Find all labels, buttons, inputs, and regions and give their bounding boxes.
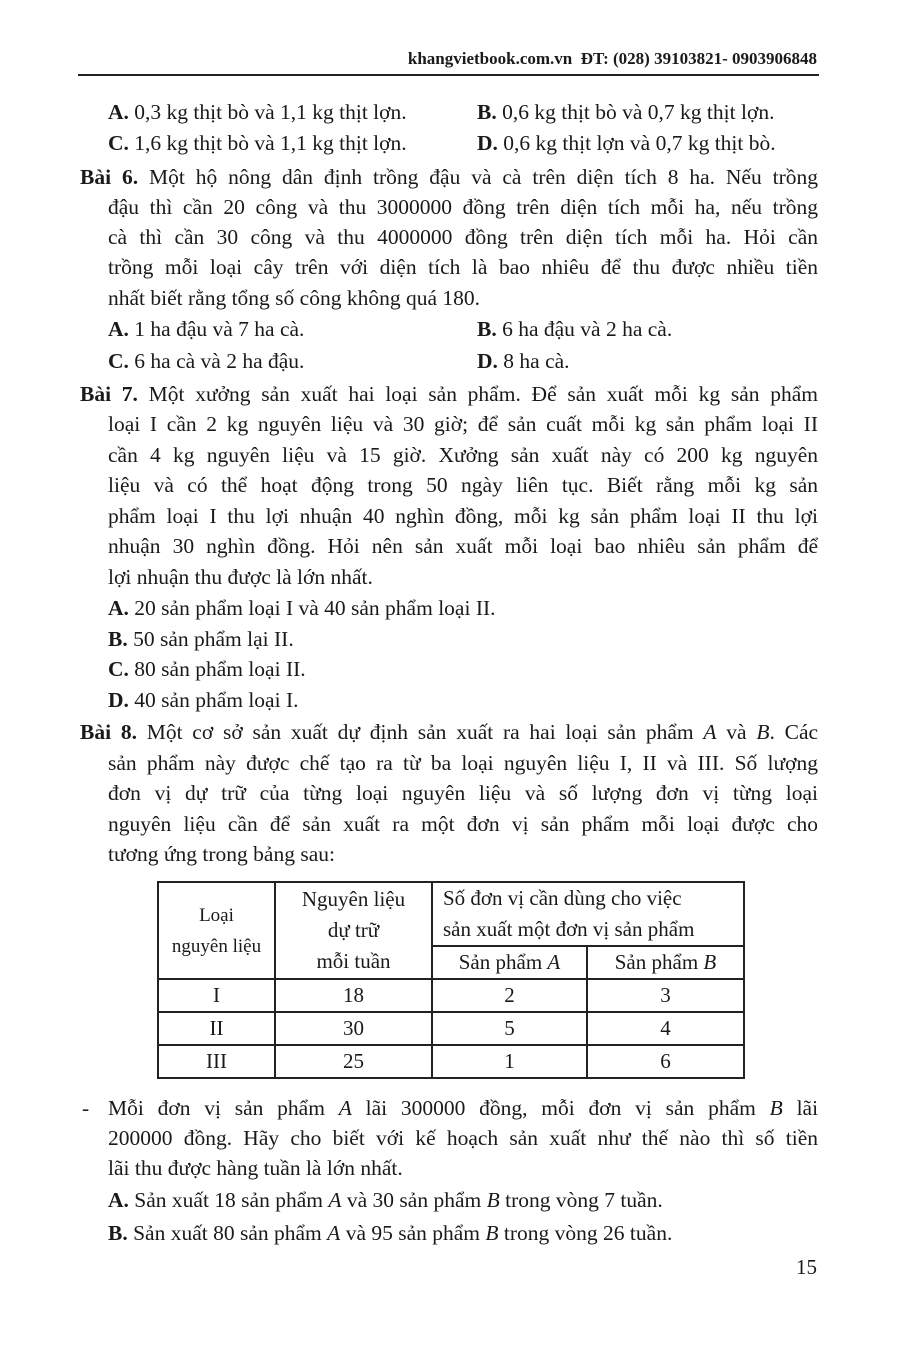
bai6-option-a: A. 1 ha đậu và 7 ha cà. — [108, 317, 305, 341]
materials-table — [157, 881, 745, 1079]
bai7-option-d: D. 40 sản phẩm loại I. — [108, 688, 299, 712]
bai6-title: Bài 6. — [80, 165, 139, 189]
bai7-line-5: phẩm loại I thu lợi nhuận 40 nghìn đồng, mỗi kg sản phẩm loại II thu lợi — [108, 504, 818, 528]
bai6-option-b: B. 6 ha đậu và 2 ha cà. — [477, 317, 673, 341]
bai6-line-2: đậu thì cần 20 công và thu 3000000 đồng trên diện tích mỗi ha, nếu trồng — [108, 195, 818, 219]
bai7-line-2: loại I cần 2 kg nguyên liệu và 30 giờ; để sản cuất mỗi kg sản phẩm loại II — [108, 412, 818, 436]
bai7-title: Bài 7. — [80, 382, 138, 406]
cell-material: II — [158, 1012, 275, 1045]
header-material-type: Loại nguyên liệu — [158, 882, 275, 979]
cell-stock: 18 — [275, 979, 432, 1012]
bai7-line-3: cần 4 kg nguyên liệu và 15 giờ. Xưởng sản xuất này có 200 kg nguyên — [108, 443, 818, 467]
table-row — [158, 979, 744, 1012]
bai7-option-b: B. 50 sản phẩm lại II. — [108, 627, 294, 651]
cell-product-a: 1 — [432, 1045, 587, 1078]
header-product-a: Sản phẩm A — [432, 946, 587, 979]
bai8-line-5: tương ứng trong bảng sau: — [108, 842, 335, 866]
page-header — [78, 46, 819, 76]
cell-product-b: 3 — [587, 979, 744, 1012]
prev-option-b: B. 0,6 kg thịt bò và 0,7 kg thịt lợn. — [477, 100, 775, 124]
bai7-line-7: lợi nhuận thu được là lớn nhất. — [108, 565, 373, 589]
bai8-line-2: sản phẩm này được chế tạo ra từ ba loại nguyên liệu I, II và III. Số lượng — [108, 751, 818, 775]
bai8-line-1: Bài 8. Một cơ sở sản xuất dự định sản xuất ra hai loại sản phẩm A và B. Các — [80, 720, 819, 744]
bai6-line-1: Bài 6. Một hộ nông dân định trồng đậu và cà trên diện tích 8 ha. Nếu trồng — [80, 165, 818, 189]
cell-product-a: 5 — [432, 1012, 587, 1045]
bai8-option-a: A. Sản xuất 18 sản phẩm A và 30 sản phẩm B trong vòng 7 tuần. — [108, 1188, 663, 1212]
table-header-row-1 — [158, 882, 744, 946]
bai7-line-6: nhuận 30 nghìn đồng. Hỏi nên sản xuất mỗi loại bao nhiêu sản phẩm để — [108, 534, 818, 558]
bai8-line-4: nguyên liệu cần để sản xuất ra một đơn vị sản phẩm mỗi loại được cho — [108, 812, 818, 836]
bai8-after-line-2: 200000 đồng. Hãy cho biết với kế hoạch sản xuất như thế nào thì số tiền — [108, 1126, 818, 1150]
header-units-needed: Số đơn vị cần dùng cho việc sản xuất một đơn vị sản phẩm — [432, 882, 744, 946]
cell-product-a: 2 — [432, 979, 587, 1012]
page-number: 15 — [796, 1255, 817, 1279]
bai7-option-c: C. 80 sản phẩm loại II. — [108, 657, 306, 681]
bullet-dash: - — [82, 1096, 90, 1120]
header-weekly-stock: Nguyên liệu dự trữ mỗi tuần — [275, 882, 432, 979]
cell-material: III — [158, 1045, 275, 1078]
prev-option-d: D. 0,6 kg thịt lợn và 0,7 kg thịt bò. — [477, 131, 776, 155]
bai6-option-c: C. 6 ha cà và 2 ha đậu. — [108, 349, 305, 373]
bai8-title: Bài 8. — [80, 720, 137, 744]
cell-product-b: 6 — [587, 1045, 744, 1078]
table-row — [158, 1045, 744, 1078]
prev-option-a: A. 0,3 kg thịt bò và 1,1 kg thịt lợn. — [108, 100, 407, 124]
header-product-b: Sản phẩm B — [587, 946, 744, 979]
cell-stock: 30 — [275, 1012, 432, 1045]
bai6-line-3: cà thì cần 30 công và thu 4000000 đồng trên diện tích mỗi ha. Hỏi cần — [108, 225, 818, 249]
bai6-line-4: trồng mỗi loại cây trên với diện tích là bao nhiêu để thu được nhiều tiền — [108, 255, 818, 279]
bai8-after-line-1: Mỗi đơn vị sản phẩm A lãi 300000 đồng, mỗi đơn vị sản phẩm B lãi — [108, 1096, 819, 1120]
bai8-line-3: đơn vị dự trữ của từng loại nguyên liệu và số lượng đơn vị từng loại — [108, 781, 818, 805]
cell-material: I — [158, 979, 275, 1012]
bai6-option-d: D. 8 ha cà. — [477, 349, 570, 373]
cell-product-b: 4 — [587, 1012, 744, 1045]
prev-option-c: C. 1,6 kg thịt bò và 1,1 kg thịt lợn. — [108, 131, 407, 155]
bai8-option-b: B. Sản xuất 80 sản phẩm A và 95 sản phẩm B trong vòng 26 tuần. — [108, 1221, 673, 1245]
bai6-line-5: nhất biết rằng tổng số công không quá 180. — [108, 286, 481, 310]
cell-stock: 25 — [275, 1045, 432, 1078]
header-contact: khangvietbook.com.vn ĐT: (028) 39103821- 0903906848 — [407, 49, 817, 68]
bai7-line-4: liệu và có thể hoạt động trong 50 ngày liên tục. Biết rằng mỗi kg sản — [108, 473, 818, 497]
bai7-line-1: Bài 7. Một xưởng sản xuất hai loại sản phẩm. Để sản xuất mỗi kg sản phẩm — [80, 382, 818, 406]
table-row — [158, 1012, 744, 1045]
bai8-after-line-3: lãi thu được hàng tuần là lớn nhất. — [108, 1156, 403, 1180]
bai7-option-a: A. 20 sản phẩm loại I và 40 sản phẩm loại II. — [108, 596, 496, 620]
